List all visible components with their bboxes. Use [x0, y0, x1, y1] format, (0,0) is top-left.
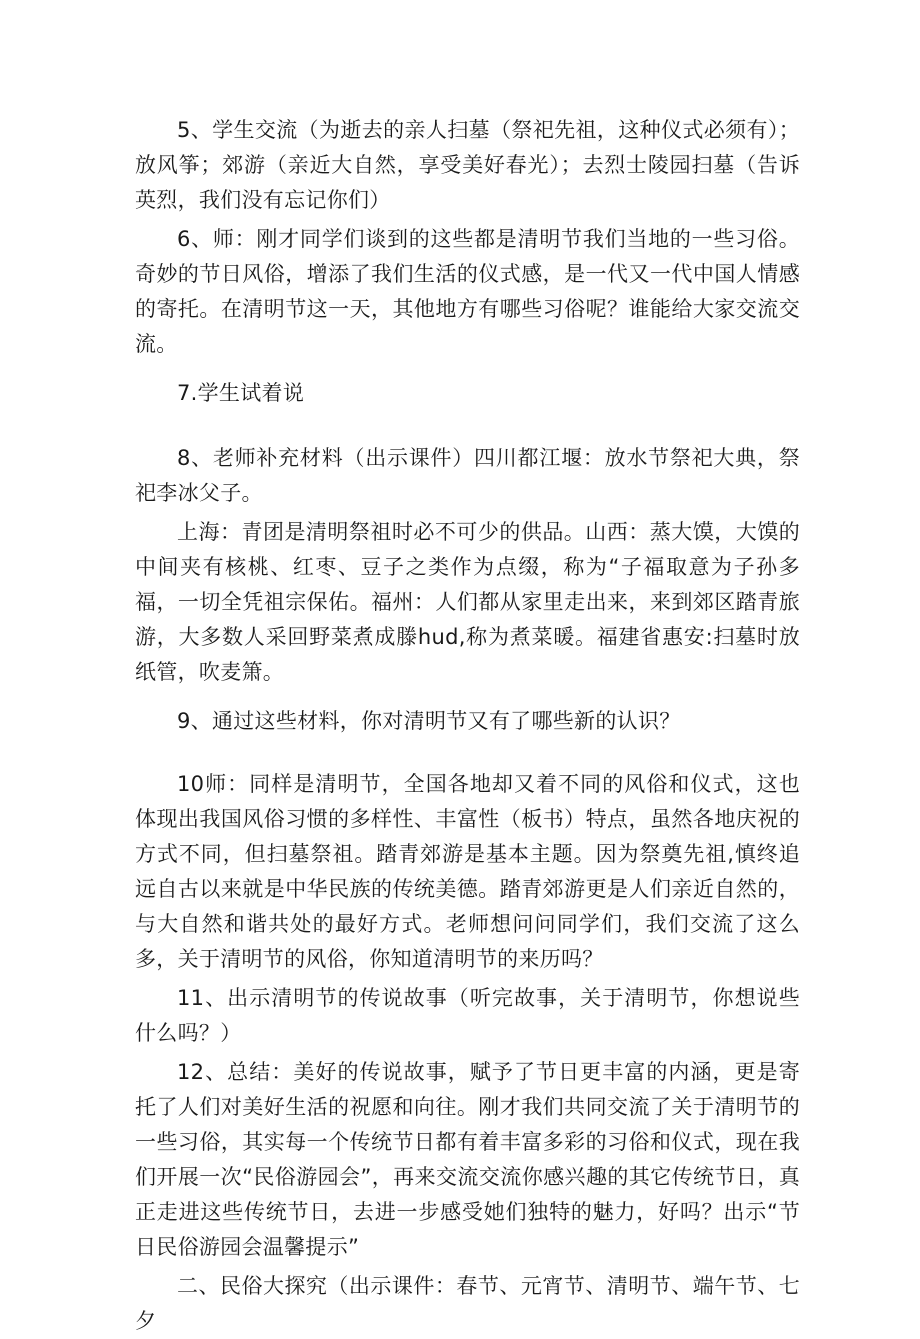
paragraph-9: 9、通过这些材料，你对清明节又有了哪些新的认识？ — [177, 709, 681, 733]
paragraph-10: 10师：同样是清明节，全国各地却又着不同的风俗和仪式，这也体现出我国风俗习惯的多样性、丰富性（板书）特点，虽然各地庆祝的方式不同，但扫墓祭祖。踏青郊游是基本主题。因为祭奠先祖,慎终追远自古以来就是中华民族的传统美德。踏青郊游更是人们亲近自然的，与大自然和谐共处的最好方式。老师想问问同学们，我们交流了这么多，关于清明节的风俗，你知道清明节的来历吗？ — [135, 772, 800, 971]
paragraph-6: 6、师：刚才同学们谈到的这些都是清明节我们当地的一些习俗。奇妙的节日风俗，增添了我们生活的仪式感，是一代又一代中国人情感的寄托。在清明节这一天，其他地方有哪些习俗呢？谁能给大家交流交流。 — [135, 227, 800, 356]
paragraph-7: 7.学生试着说 — [177, 381, 305, 405]
document-body — [135, 113, 800, 1339]
section-2-heading: 二、民俗大探究（出示课件：春节、元宵节、清明节、端午节、七夕 — [135, 1274, 800, 1333]
paragraph-11: 11、出示清明节的传说故事（听完故事，关于清明节，你想说些什么吗？） — [135, 986, 800, 1045]
paragraph-5: 5、学生交流（为逝去的亲人扫墓（祭祀先祖，这种仪式必须有）；放风筝；郊游（亲近大自然，享受美好春光）；去烈士陵园扫墓（告诉英烈，我们没有忘记你们） — [135, 118, 800, 212]
paragraph-8-continued: 上海：青团是清明祭祖时必不可少的供品。山西：蒸大馍，大馍的中间夹有核桃、红枣、豆子之类作为点缀，称为“子福取意为子孙多福，一切全凭祖宗保佑。福州：人们都从家里走出来，来到郊区踏青旅游，大多数人采回野菜煮成滕hud,称为煮菜暖。福建省惠安:扫墓时放纸管，吹麦箫。 — [135, 520, 800, 684]
paragraph-12: 12、总结：美好的传说故事，赋予了节日更丰富的内涵，更是寄托了人们对美好生活的祝愿和向往。刚才我们共同交流了关于清明节的一些习俗，其实每一个传统节日都有着丰富多彩的习俗和仪式，现在我们开展一次“民俗游园会”，再来交流交流你感兴趣的其它传统节日，真正走进这些传统节日，去进一步感受她们独特的魅力，好吗？出示“节日民俗游园会温馨提示” — [135, 1060, 800, 1259]
paragraph-8: 8、老师补充材料（出示课件）四川都江堰：放水节祭祀大典，祭祀李冰父子。 — [135, 446, 800, 505]
